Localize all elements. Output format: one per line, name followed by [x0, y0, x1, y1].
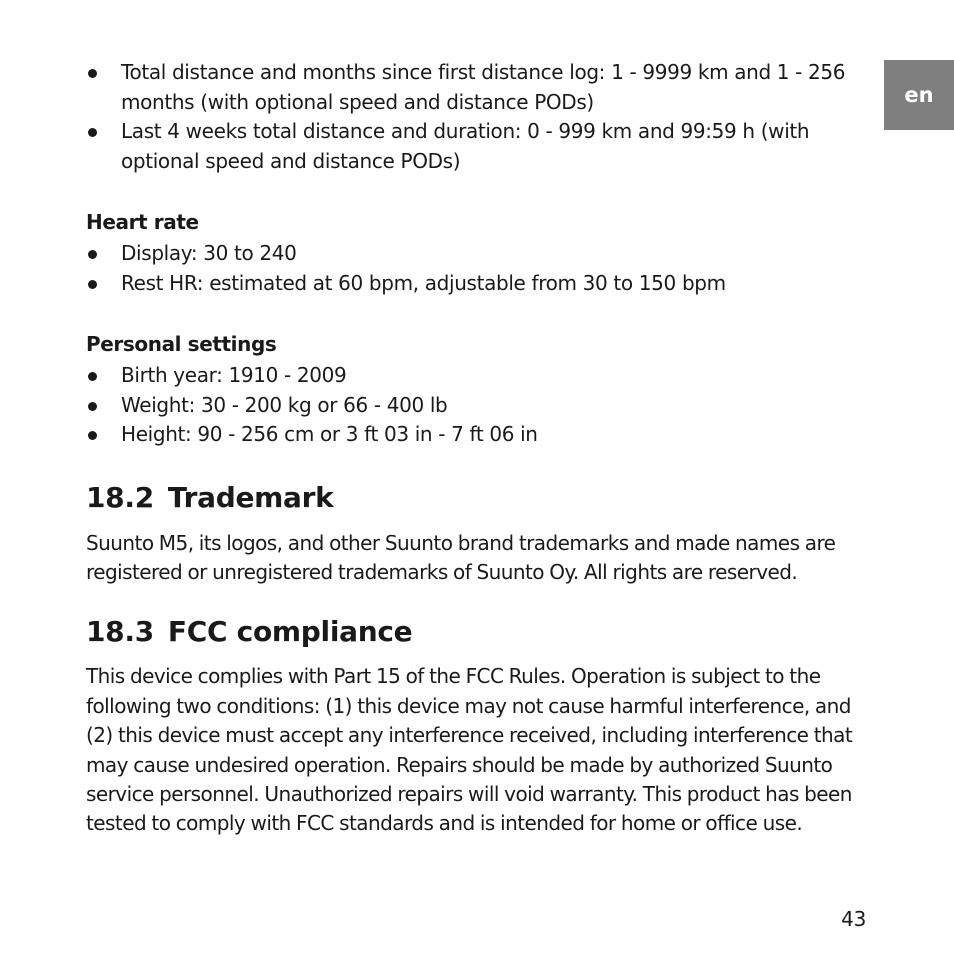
section-title: Trademark — [167, 480, 334, 514]
list-item: Weight: 30 - 200 kg or 66 - 400 lb — [86, 391, 870, 421]
heart-rate-heading: Heart rate — [86, 210, 199, 234]
page-number: 43 — [841, 907, 866, 931]
fcc-text: This device complies with Part 15 of the FCC Rules. Operation is subject to the following two conditions: (1) this device may not cause harmful interference, and (2) this device must accept any interference received, including interference that may cause undesired operation. Repairs should be made by authorized Suunto service personnel. Unauthorized repairs will void warranty. This product has been tested to comply with FCC standards and is intended for home or office use. — [86, 664, 853, 836]
list-item: Birth year: 1910 - 2009 — [86, 361, 870, 391]
trademark-heading — [86, 479, 870, 517]
list-item: Last 4 weeks total distance and duration: 0 - 999 km and 99:59 h (with optional speed and distance PODs) — [86, 117, 870, 176]
language-tab: en — [884, 60, 954, 130]
list-item: Height: 90 - 256 cm or 3 ft 03 in - 7 ft 06 in — [86, 420, 870, 450]
page-content — [86, 58, 870, 839]
personal-settings-bullet-list — [86, 361, 870, 450]
section-title: FCC compliance — [167, 615, 413, 649]
section-number: 18.3 — [86, 615, 154, 649]
list-item: Rest HR: estimated at 60 bpm, adjustable from 30 to 150 bpm — [86, 269, 870, 299]
section-number: 18.2 — [86, 480, 154, 514]
trademark-text: Suunto M5, its logos, and other Suunto brand trademarks and made names are registered or unregistered trademarks of Suunto Oy. All rights are reserved. — [86, 530, 836, 584]
list-item: Total distance and months since first distance log: 1 - 9999 km and 1 - 256 months (with optional speed and distance PODs) — [86, 58, 870, 117]
heart-rate-bullet-list — [86, 239, 870, 298]
fcc-heading — [86, 613, 870, 651]
list-item: Display: 30 to 240 — [86, 239, 870, 269]
personal-settings-heading: Personal settings — [86, 332, 277, 356]
distance-bullet-list — [86, 58, 870, 176]
